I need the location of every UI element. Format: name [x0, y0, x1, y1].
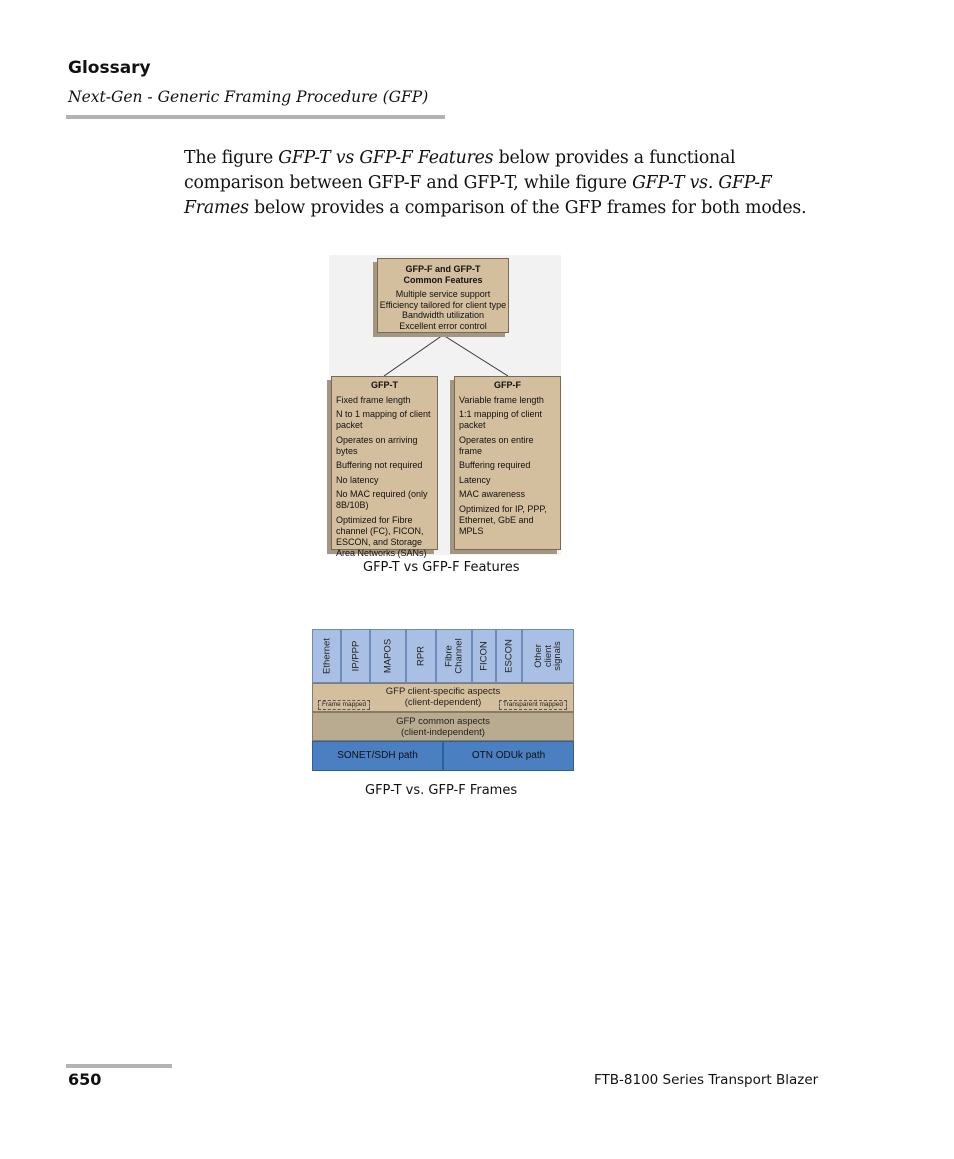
gfp-t-item: N to 1 mapping of client packet	[336, 409, 431, 430]
gfp-f-item: MAC awareness	[459, 489, 526, 499]
features-diagram	[329, 255, 561, 558]
signal-label: MAPOS	[382, 638, 394, 674]
signal-label: Ethernet	[320, 638, 332, 674]
figure-caption-features: GFP-T vs GFP-F Features	[363, 560, 520, 575]
gfp-t-item: Optimized for Fibre channel (FC), FICON, ESCON, and Storage Area Networks (SANs)	[336, 514, 427, 558]
section-title: Glossary	[68, 58, 151, 78]
common-feature-item: Efficiency tailored for client type	[379, 299, 507, 310]
common-feature-item: Multiple service support	[395, 289, 491, 299]
sonet-sdh-path: SONET/SDH path	[312, 741, 443, 771]
gfp-f-item: Latency	[459, 474, 491, 485]
body-text-part3: below provides a comparison of the GFP frames for both modes.	[248, 198, 807, 218]
gfp-f-box	[454, 376, 561, 550]
signal-cell	[312, 629, 341, 683]
transparent-mapped-tag: Transparent mapped	[499, 700, 567, 710]
client-specific-label: GFP client-specific aspects (client-dependent)	[385, 686, 501, 708]
page-number: 650	[68, 1070, 102, 1089]
gfp-t-item: No MAC required (only 8B/10B)	[336, 489, 428, 510]
signal-label: ESCON	[503, 639, 515, 673]
common-feature-item: Excellent error control	[399, 321, 487, 332]
signal-label: FICON	[478, 641, 490, 671]
gfp-f-item: Variable frame length	[459, 394, 544, 405]
common-features-box	[377, 258, 509, 333]
footer-rule	[66, 1064, 172, 1068]
signal-cell	[436, 629, 472, 683]
figure-ref-frames: GFP-T vs. GFP-F Frames	[184, 173, 772, 218]
signal-label: IP/PPP	[349, 640, 361, 672]
gfp-f-item: Buffering required	[459, 460, 531, 470]
client-signals-row	[312, 629, 574, 683]
gfp-f-title: GFP-F	[494, 380, 521, 390]
figure-caption-frames: GFP-T vs. GFP-F Frames	[365, 783, 518, 798]
signal-cell	[406, 629, 436, 683]
product-name: FTB-8100 Series Transport Blazer	[594, 1072, 819, 1088]
signal-cell	[496, 629, 522, 683]
header-rule	[66, 115, 445, 119]
gfp-t-title: GFP-T	[371, 380, 398, 390]
frames-diagram	[312, 629, 574, 771]
signal-label: Other client signals	[532, 641, 563, 671]
body-paragraph	[184, 146, 834, 221]
common-aspects-layer	[312, 712, 574, 741]
gfp-t-item: No latency	[336, 474, 379, 485]
common-feature-list	[378, 289, 508, 332]
gfp-f-item: 1:1 mapping of client packet	[459, 409, 543, 430]
common-features-title-line1: GFP-F and GFP-T	[405, 264, 481, 274]
gfp-t-item: Fixed frame length	[336, 394, 411, 405]
otn-oduk-path: OTN ODUk path	[443, 741, 574, 771]
common-feature-item: Bandwidth utilization	[401, 310, 485, 321]
body-text-part2: below provides a functional comparison between GFP-F and GFP-T, while figure	[184, 148, 736, 193]
signal-label: RPR	[415, 645, 427, 667]
gfp-t-item: Operates on arriving bytes	[336, 434, 418, 456]
client-specific-layer	[312, 683, 574, 712]
gfp-t-box	[331, 376, 438, 558]
common-aspects-label: GFP common aspects (client-independent)	[396, 716, 490, 738]
common-features-title-line2: Common Features	[403, 275, 483, 285]
signal-cell	[472, 629, 496, 683]
figure-ref-features: GFP-T vs GFP-F Features	[278, 148, 494, 168]
signal-cell	[370, 629, 406, 683]
frame-mapped-tag: Frame mapped	[318, 700, 370, 710]
section-subtitle: Next-Gen - Generic Framing Procedure (GFP)	[68, 88, 429, 106]
gfp-f-item: Operates on entire frame	[459, 434, 534, 456]
signal-cell	[522, 629, 574, 683]
gfp-f-item: Optimized for IP, PPP, Ethernet, GbE and MPLS	[459, 503, 547, 536]
body-text-part1: The figure	[184, 148, 279, 168]
gfp-t-item: Buffering not required	[336, 460, 423, 470]
signal-cell	[341, 629, 370, 683]
signal-label: Fibre Channel	[443, 638, 464, 674]
